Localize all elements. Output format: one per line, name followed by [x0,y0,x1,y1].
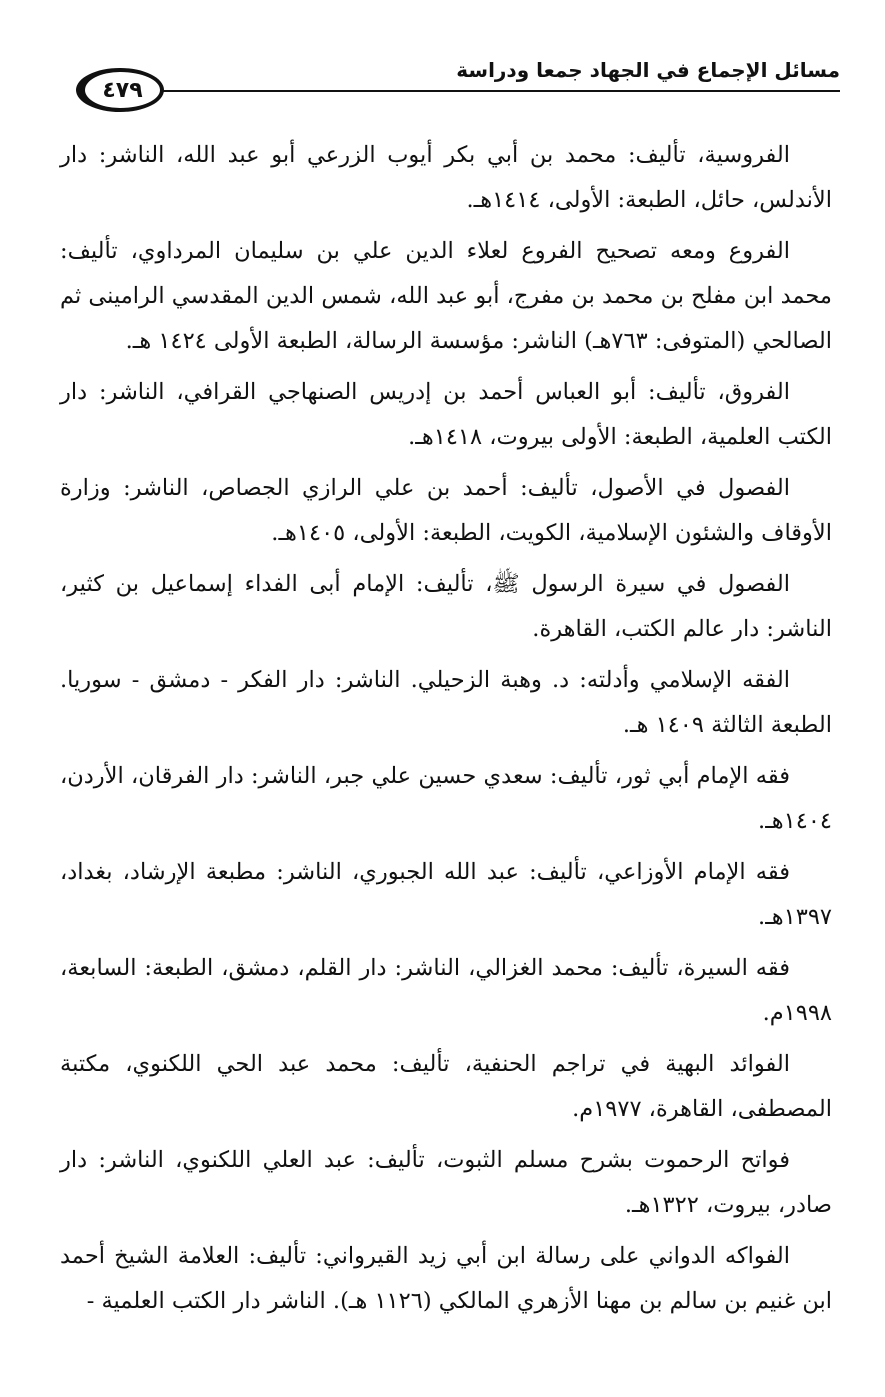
bibliography-entry: الفواكه الدواني على رسالة ابن أبي زيد القيرواني: تأليف: العلامة الشيخ أحمد ابن غنيم بن سالم بن مهنا الأزهري المالكي (١١٢٦ هـ). الناشر دار الكتب العلمية - [60,1243,832,1314]
bibliography-entry: الفروق، تأليف: أبو العباس أحمد بن إدريس الصنهاجي القرافي، الناشر: دار الكتب العلمية، الطبعة: الأولى بيروت، ١٤١٨هـ. [60,379,832,450]
bibliography-entry: الفقه الإسلامي وأدلته: د. وهبة الزحيلي. الناشر: دار الفكر - دمشق - سوريا. الطبعة الثالثة ١٤٠٩ هـ. [60,667,832,738]
running-header [70,48,840,118]
bibliography-entry: الفصول في سيرة الرسول ﷺ، تأليف: الإمام أبى الفداء إسماعيل بن كثير، الناشر: دار عالم الكتب، القاهرة. [60,571,832,642]
bibliography-entry: الفروسية، تأليف: محمد بن أبي بكر أيوب الزرعي أبو عبد الله، الناشر: دار الأندلس، حائل، الطبعة: الأولى، ١٤١٤هـ. [60,142,832,213]
running-title: مسائل الإجماع في الجهاد جمعا ودراسة [456,58,840,82]
page-number-oval [76,68,164,112]
bibliography-entry: الفروع ومعه تصحيح الفروع لعلاء الدين علي بن سليمان المرداوي، تأليف: محمد ابن مفلح بن محمد بن مفرج، أبو عبد الله، شمس الدين المقدسي الرامينى ثم الصالحي (المتوفى: ٧٦٣هـ) الناشر: مؤسسة الرسالة، الطبعة الأولى ١٤٢٤ هـ. [60,238,832,354]
bibliography-list [60,133,832,1330]
bibliography-entry: فقه الإمام أبي ثور، تأليف: سعدي حسين علي جبر، الناشر: دار الفرقان، الأردن، ١٤٠٤هـ. [60,763,832,834]
bibliography-entry: الفوائد البهية في تراجم الحنفية، تأليف: محمد عبد الحي اللكنوي، مكتبة المصطفى، القاهرة، ١٩٧٧م. [60,1051,832,1122]
header-rule [162,90,840,92]
bibliography-entry: فقه السيرة، تأليف: محمد الغزالي، الناشر: دار القلم، دمشق، الطبعة: السابعة، ١٩٩٨م. [60,955,832,1026]
page-number: ٤٧٩ [102,77,143,103]
bibliography-entry: فقه الإمام الأوزاعي، تأليف: عبد الله الجبوري، الناشر: مطبعة الإرشاد، بغداد، ١٣٩٧هـ. [60,859,832,930]
bibliography-entry: الفصول في الأصول، تأليف: أحمد بن علي الرازي الجصاص، الناشر: وزارة الأوقاف والشئون الإسلامية، الكويت، الطبعة: الأولى، ١٤٠٥هـ. [60,475,832,546]
bibliography-entry: فواتح الرحموت بشرح مسلم الثبوت، تأليف: عبد العلي اللكنوي، الناشر: دار صادر، بيروت، ١٣٢٢هـ. [60,1147,832,1218]
